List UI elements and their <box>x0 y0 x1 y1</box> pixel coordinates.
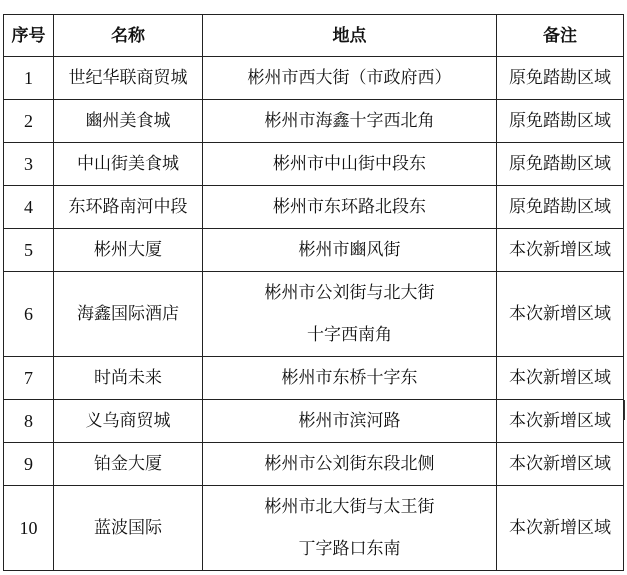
row-name: 东环路南河中段 <box>54 186 203 229</box>
row-remark: 原免踏勘区域 <box>497 186 624 229</box>
table-row <box>4 229 624 272</box>
header-remark: 备注 <box>497 15 624 57</box>
row-remark: 原免踏勘区域 <box>497 100 624 143</box>
table-row <box>4 57 624 100</box>
row-number: 3 <box>4 143 54 186</box>
row-name: 豳州美食城 <box>54 100 203 143</box>
table-row <box>4 143 624 186</box>
row-location-line1: 彬州市北大街与太王街 <box>264 497 435 517</box>
row-remark: 本次新增区域 <box>497 272 624 357</box>
table-row <box>4 100 624 143</box>
header-row <box>4 15 624 57</box>
row-name: 海鑫国际酒店 <box>54 272 203 357</box>
locations-table <box>3 14 624 571</box>
row-name: 铂金大厦 <box>54 443 203 486</box>
row-location: 彬州市滨河路 <box>203 400 497 443</box>
row-name: 彬州大厦 <box>54 229 203 272</box>
row-number: 2 <box>4 100 54 143</box>
row-remark: 本次新增区域 <box>497 400 624 443</box>
row-location <box>203 272 497 357</box>
table-row <box>4 272 624 357</box>
row-location: 彬州市中山街中段东 <box>203 143 497 186</box>
row-location-line1: 彬州市公刘街与北大街 <box>264 283 435 303</box>
row-location: 彬州市海鑫十字西北角 <box>203 100 497 143</box>
row-number: 8 <box>4 400 54 443</box>
row-number: 5 <box>4 229 54 272</box>
row-number: 1 <box>4 57 54 100</box>
row-number: 6 <box>4 272 54 357</box>
row-number: 9 <box>4 443 54 486</box>
row-remark: 本次新增区域 <box>497 357 624 400</box>
row-location: 彬州市豳风街 <box>203 229 497 272</box>
row-location: 彬州市西大街（市政府西） <box>203 57 497 100</box>
row-location: 彬州市公刘街东段北侧 <box>203 443 497 486</box>
row-name: 中山街美食城 <box>54 143 203 186</box>
row-name: 蓝波国际 <box>54 486 203 571</box>
table-row <box>4 443 624 486</box>
row-name: 世纪华联商贸城 <box>54 57 203 100</box>
row-remark: 本次新增区域 <box>497 229 624 272</box>
row-number: 7 <box>4 357 54 400</box>
row-remark: 本次新增区域 <box>497 443 624 486</box>
row-location: 彬州市东环路北段东 <box>203 186 497 229</box>
table-row <box>4 400 624 443</box>
row-location <box>203 486 497 571</box>
table-row <box>4 186 624 229</box>
row-remark: 原免踏勘区域 <box>497 57 624 100</box>
table-row <box>4 486 624 571</box>
row-location-line2: 十字西南角 <box>307 325 392 345</box>
row-number: 10 <box>4 486 54 571</box>
row-number: 4 <box>4 186 54 229</box>
header-name: 名称 <box>54 15 203 57</box>
row-remark: 原免踏勘区域 <box>497 143 624 186</box>
header-number: 序号 <box>4 15 54 57</box>
row-remark: 本次新增区域 <box>497 486 624 571</box>
row-location-line2: 丁字路口东南 <box>298 539 401 559</box>
table-row <box>4 357 624 400</box>
row-name: 时尚未来 <box>54 357 203 400</box>
row-location: 彬州市东桥十字东 <box>203 357 497 400</box>
row-name: 义乌商贸城 <box>54 400 203 443</box>
header-location: 地点 <box>203 15 497 57</box>
border-mark <box>624 400 625 420</box>
